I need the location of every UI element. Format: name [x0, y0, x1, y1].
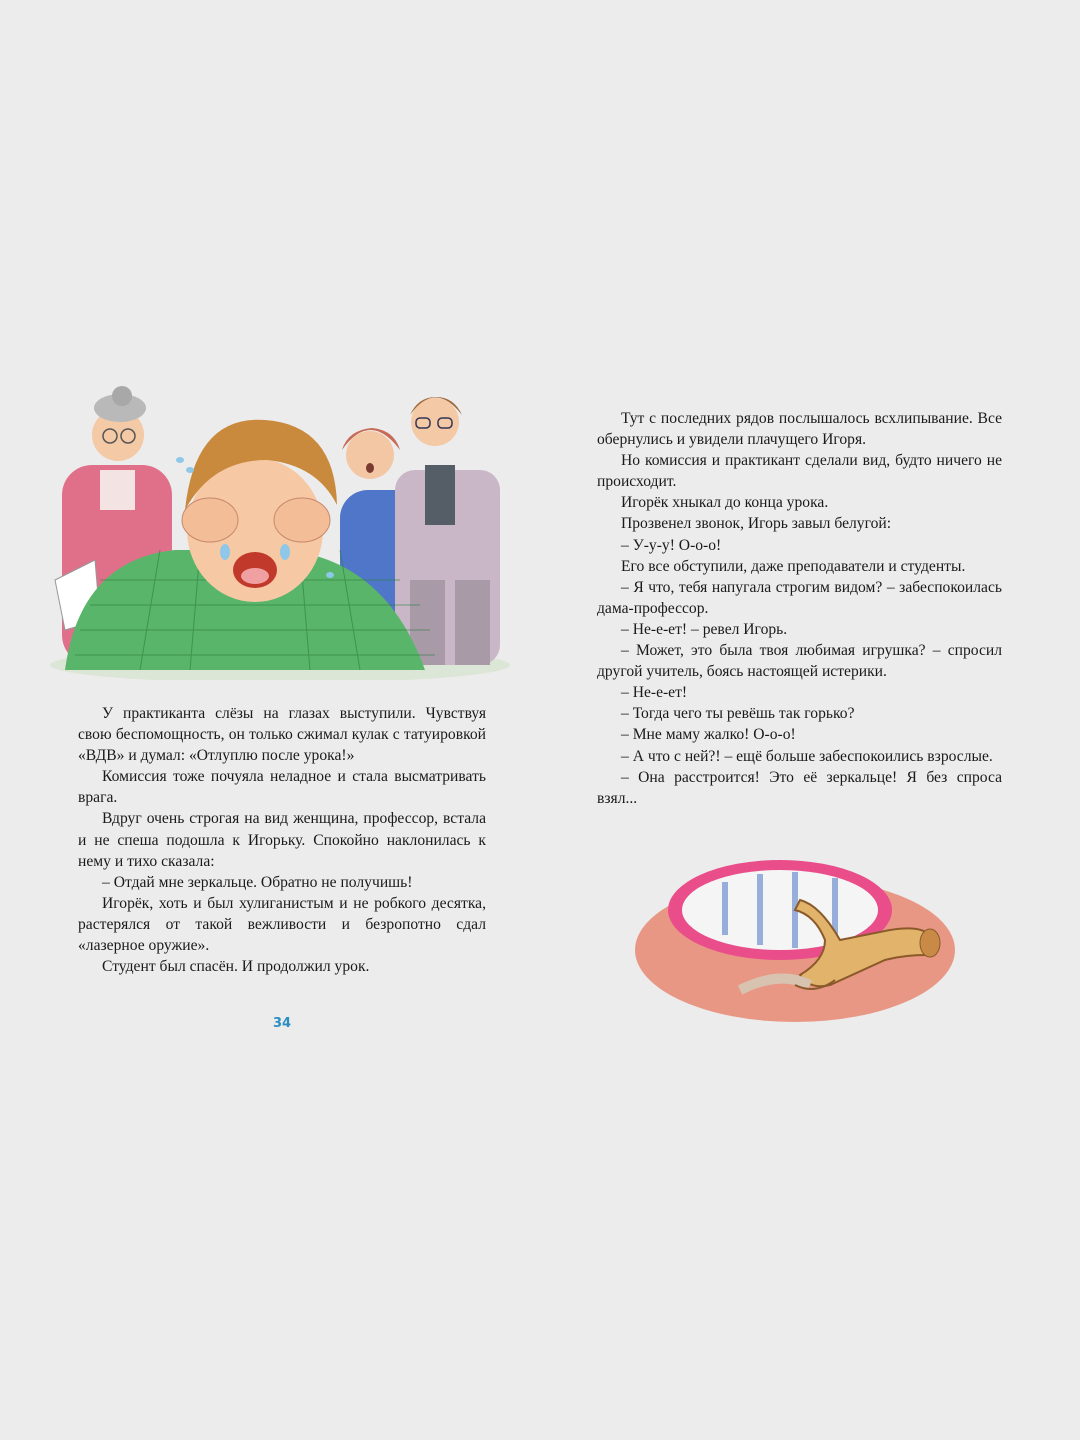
crying-boy-illustration	[40, 380, 510, 680]
paragraph: – Тогда чего ты ревёшь так горько?	[621, 705, 855, 723]
paragraph: – Отдай мне зеркальце. Обратно не получишь!	[102, 873, 413, 891]
paragraph: – У-у-у! О-о-о!	[621, 536, 722, 554]
paragraph: У практиканта слёзы на глазах выступили. Чувствуя свою беспомощность, он только сжимал кулак с татуировкой «ВДВ» и думал: «Отлуплю после урока!»	[78, 705, 486, 765]
paragraph: Но комиссия и практикант сделали вид, будто ничего не происходит.	[597, 452, 1002, 491]
page-number: 34	[273, 1016, 292, 1031]
left-page-text	[78, 703, 486, 977]
paragraph: – Может, это была твоя любимая игрушка? – спросил другой учитель, боясь настоящей истерики.	[597, 642, 1002, 681]
paragraph: – Не-е-ет!	[621, 684, 688, 702]
paragraph: – Она расстроится! Это её зеркальце! Я без спроса взял...	[597, 768, 1002, 807]
paragraph: – А что с ней?! – ещё больше забеспокоились взрослые.	[621, 747, 993, 765]
paragraph: Студент был спасён. И продолжил урок.	[102, 958, 370, 976]
paragraph: – Я что, тебя напугала строгим видом? – забеспокоилась дама-профессор.	[597, 578, 1002, 617]
paragraph: Игорёк хныкал до конца урока.	[621, 494, 829, 512]
paragraph: Тут с последних рядов послышалось всхлипывание. Все обернулись и увидели плачущего Игоря.	[597, 410, 1002, 449]
man-figure	[395, 397, 500, 665]
paragraph: Игорёк, хоть и был хулиганистым и не робкого десятка, растерялся от такой вежливости и безропотно сдал «лазерное оружие».	[78, 894, 486, 955]
paragraph: Комиссия тоже почуяла неладное и стала высматривать врага.	[78, 768, 486, 807]
paragraph: Его все обступили, даже преподаватели и студенты.	[621, 557, 966, 575]
mirror-slingshot-illustration	[630, 840, 960, 1030]
paragraph: – Мне маму жалко! О-о-о!	[621, 726, 796, 744]
paragraph: Вдруг очень строгая на вид женщина, профессор, встала и не спеша подошла к Игорьку. Спокойно наклонилась к нему и тихо сказала:	[78, 810, 486, 870]
right-page-text	[597, 408, 1002, 809]
paragraph: – Не-е-ет! – ревел Игорь.	[621, 620, 788, 638]
paragraph: Прозвенел звонок, Игорь завыл белугой:	[621, 515, 892, 533]
